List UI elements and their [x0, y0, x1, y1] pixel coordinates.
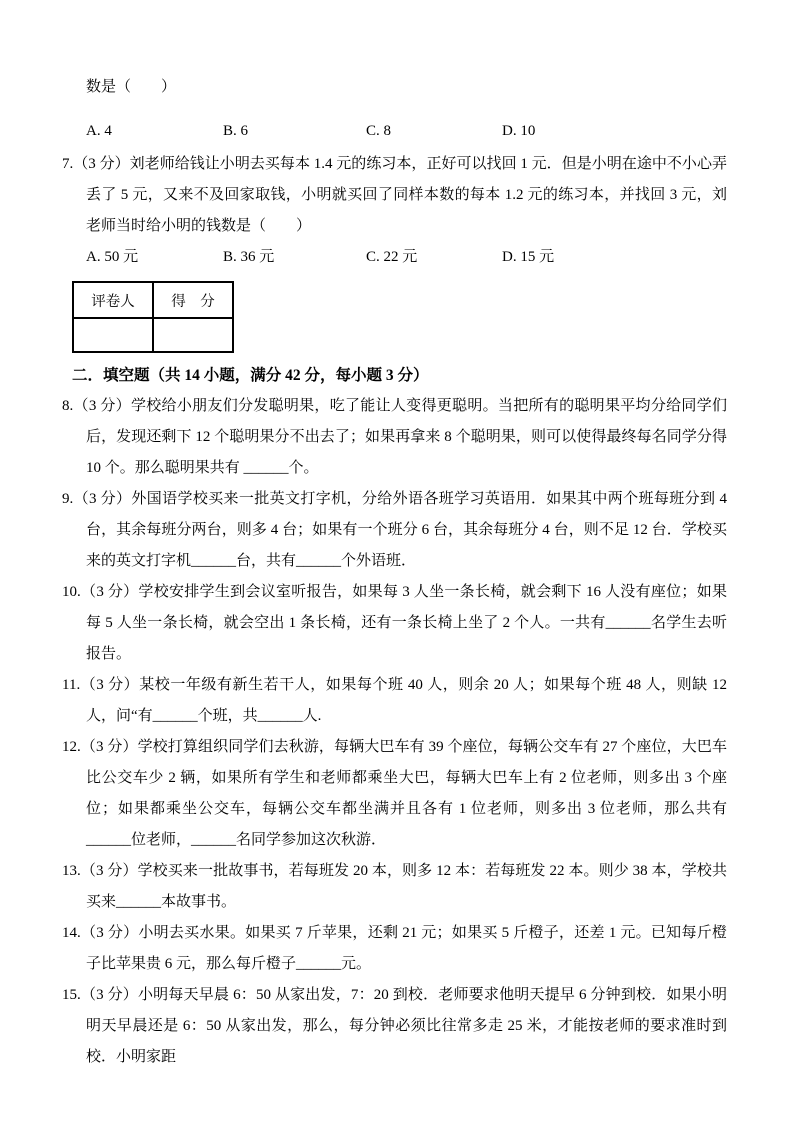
question-number: 10.	[62, 584, 81, 600]
question-number: 12.	[62, 739, 81, 755]
question-body: （3 分）外国语学校买来一批英文打字机，分给外语各班学习英语用．如果其中两个班每班分到 4 台，其余每班分两台，则多 4 台；如果有一个班分 6 台，其余每班分 4 台，则不足 12 台．学校买来的英文打字机______台，共有______个外语班．	[73, 491, 727, 569]
question-body: （3 分）某校一年级有新生若干人，如果每个班 40 人，则余 20 人；如果每个班 48 人，则缺 12 人，问“有______个班，共______人.	[80, 677, 727, 724]
option-c: C. 8	[366, 123, 392, 139]
question-body: （3 分）小明每天早晨 6：50 从家出发，7：20 到校．老师要求他明天提早 6 分钟到校．如果小明明天早晨还是 6：50 从家出发，那么，每分钟必须比往常多走 25 米，才能按老师的要求准时到校．小明家距	[80, 987, 727, 1065]
question-body: （3 分）学校给小朋友们分发聪明果，吃了能让人变得更聪明。当把所有的聪明果平均分给同学们后，发现还剩下 12 个聪明果分不出去了；如果再拿来 8 个聪明果，则可以使得最终每名同学分得 10 个。那么聪明果共有 ______个。	[73, 398, 727, 476]
question-14	[62, 918, 727, 980]
grader-cell-score-empty	[153, 318, 233, 352]
option-b: B. 6	[223, 123, 249, 139]
question-number: 11.	[62, 677, 81, 693]
option-a: A. 4	[86, 123, 112, 139]
section-2-heading: 二．填空题（共 14 小题，满分 42 分，每小题 3 分）	[72, 367, 429, 384]
grader-header-examiner: 评卷人	[73, 282, 153, 318]
question-number: 7.	[62, 156, 74, 172]
question-11	[62, 670, 727, 732]
question-body: （3 分）学校买来一批故事书，若每班发 20 本，则多 12 本：若每班发 22 本。则少 38 本，学校共买来______本故事书。	[80, 863, 727, 910]
question-6-stem-tail: 数是（ ）	[86, 79, 177, 95]
option-d: D. 10	[502, 123, 536, 139]
question-7	[62, 149, 727, 242]
question-13	[62, 856, 727, 918]
question-body: （3 分）学校打算组织同学们去秋游，每辆大巴车有 39 个座位，每辆公交车有 27 个座位，大巴车比公交车少 2 辆，如果所有学生和老师都乘坐大巴，每辆大巴车上有 2 位老师，则多出 3 个座位；如果都乘坐公交车，每辆公交车都坐满并且各有 1 位老师，则多出 3 位老师，那么共有______位老师，______名同学参加这次秋游．	[80, 739, 727, 848]
option-b: B. 36 元	[223, 249, 275, 265]
question-number: 9.	[62, 491, 74, 507]
question-9	[62, 484, 727, 577]
question-body: （3 分）小明去买水果。如果买 7 斤苹果，还剩 21 元；如果买 5 斤橙子，还差 1 元。已知每斤橙子比苹果贵 6 元，那么每斤橙子______元。	[80, 925, 727, 972]
question-15	[62, 980, 727, 1073]
option-c: C. 22 元	[366, 249, 418, 265]
question-10	[62, 577, 727, 670]
question-number: 13.	[62, 863, 81, 879]
question-body: （3 分）学校安排学生到会议室听报告，如果每 3 人坐一条长椅，就会剩下 16 人没有座位；如果每 5 人坐一条长椅，就会空出 1 条长椅，还有一条长椅上坐了 2 个人。一共有______名学生去听报告。	[80, 584, 727, 662]
grader-cell-examiner-empty	[73, 318, 153, 352]
grader-table	[72, 281, 234, 353]
grader-header-score: 得 分	[153, 282, 233, 318]
question-6-options	[62, 116, 727, 147]
question-7-options	[62, 242, 727, 273]
option-d: D. 15 元	[502, 249, 555, 265]
question-number: 14.	[62, 925, 81, 941]
question-8	[62, 391, 727, 484]
question-body: （3 分）刘老师给钱让小明去买每本 1.4 元的练习本，正好可以找回 1 元．但是小明在途中不小心弄丢了 5 元，又来不及回家取钱，小明就买回了同样本数的每本 1.2 元的练习本，并找回 3 元，刘老师当时给小明的钱数是（ ）	[73, 156, 727, 234]
question-number: 15.	[62, 987, 81, 1003]
question-number: 8.	[62, 398, 74, 414]
option-a: A. 50 元	[86, 249, 139, 265]
question-12	[62, 732, 727, 856]
